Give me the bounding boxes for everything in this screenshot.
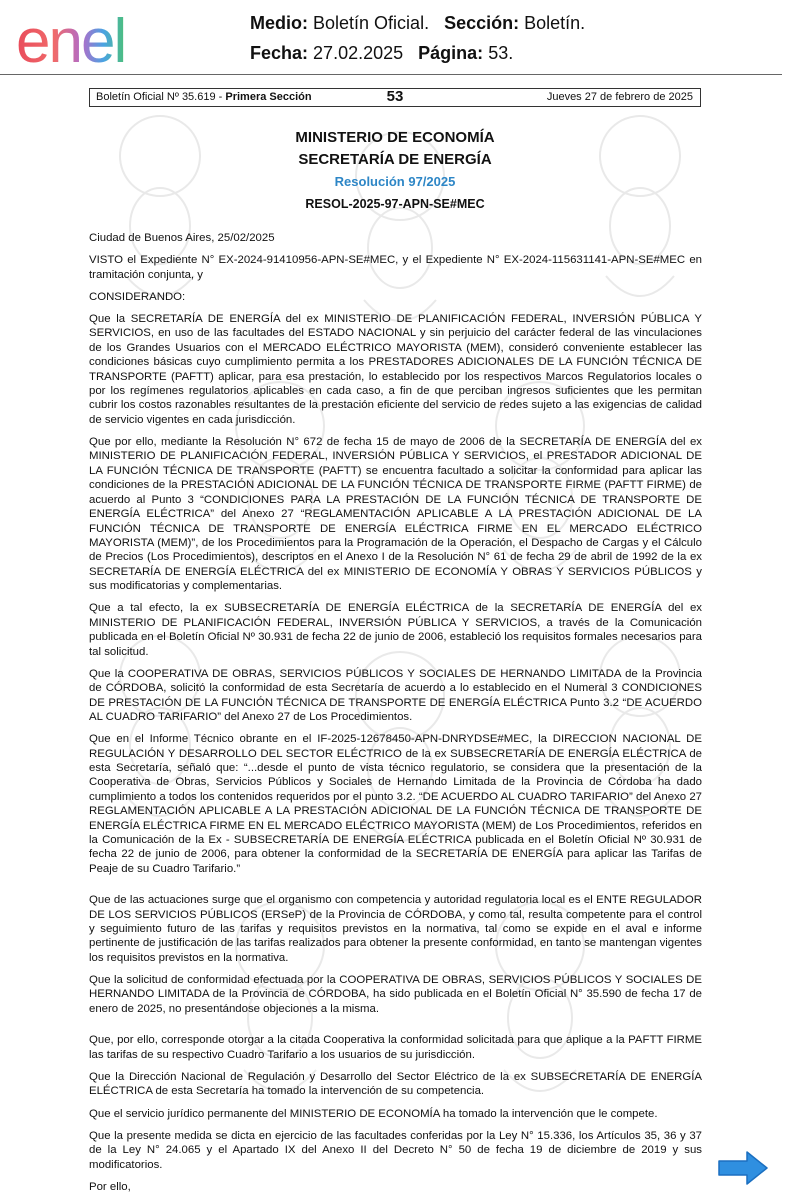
paragraph: Que la SECRETARÍA DE ENERGÍA del ex MINISTERIO DE PLANIFICACIÓN FEDERAL, INVERSIÓN PÚBLICA Y SERVICIOS, en uso de las facultades del ESTADO NACIONAL y sin perjuicio del carácter federal de las vinculaciones de los Grandes Usuarios con el MERCADO ELÉCTRICO MAYORISTA (MEM), consideró conveniente establecer las condiciones básicas cuyo cumplimiento permita a los PRESTADORES ADICIONALES DE LA FUNCIÓN TÉCNICA DE TRANSPORTE (PAFTT) aplicar, para esa prestación, lo establecido por los respectivos Marcos Regulatorios locales o por los regímenes regulatorios aplicables en cada caso, a fin de que perciban ingresos suficientes que les permitan cubrir los costos razonables resultantes de la prestación eficiente del servicio de redes sujeto a las exigencias de calidad de servicio vigentes en cada jurisdicción.	[89, 313, 702, 426]
paragraph: Que la presente medida se dicta en ejercicio de las facultades conferidas por la Ley N° 15.336, los Artículos 35, 36 y 37 de la Ley N° 24.065 y el Apartado IX del Anexo II del Decreto N° 50 de fecha 19 de diciembre de 2019 y sus modificatorios.	[89, 1129, 702, 1171]
clipping-line-2	[250, 38, 585, 68]
paragraph-visto: VISTO el Expediente N° EX-2024-91410956-APN-SE#MEC, y el Expediente N° EX-2024-115631141-APN-SE#MEC en tramitación conjunta, y	[89, 254, 702, 281]
paragraph: Que el servicio jurídico permanente del MINISTERIO DE ECONOMÍA ha tomado la intervención que le compete.	[89, 1107, 658, 1120]
paragraph: Que la COOPERATIVA DE OBRAS, SERVICIOS PÚBLICOS Y SOCIALES DE HERNANDO LIMITADA de la Provincia de CÓRDOBA, solicitó la conformidad de esta Secretaría de acuerdo a lo establecido en el Numeral 3 CONDICIONES DE PRESTACIÓN DE LA FUNCIÓN TÉCNICA DE TRANSPORTE DE ENERGÍA ELÉCTRICA Punto 3.2 “DE ACUERDO AL CUADRO TARIFARIO” del Anexo 27 de Los Procedimientos.	[89, 667, 702, 723]
enel-logo	[16, 10, 168, 68]
fecha-value: 27.02.2025	[313, 43, 404, 63]
paragraph: Que la Dirección Nacional de Regulación y Desarrollo del Sector Eléctrico de la ex SUBSECRETARÍA DE ENERGÍA ELÉCTRICA de esta Secretaría ha tomado la intervención de su competencia.	[89, 1070, 702, 1098]
medio-label: Medio:	[250, 13, 308, 33]
clipping-meta	[250, 8, 585, 68]
paragraph: Que por ello, mediante la Resolución N° 672 de fecha 15 de mayo de 2006 de la SECRETARÍA DE ENERGÍA del ex MINISTERIO DE PLANIFICACIÓN FEDERAL, INVERSIÓN PÚBLICA Y SERVICIOS, el PRESTADOR ADICIONAL DE LA FUNCIÓN TÉCNICA DE TRANSPORTE (PAFTT) se encuentra facultado a solicitar la conformidad para aplicar las condiciones de la PRESTACIÓN ADICIONAL DE LA FUNCIÓN TÉCNICA DE TRANSPORTE FIRME (PAFTT FIRME) de acuerdo al Punto 3 “CONDICIONES PARA LA PRESTACIÓN DE LA FUNCIÓN TÉCNICA DE TRANSPORTE DE ENERGÍA ELÉCTRICA” del Anexo 27 “REGLAMENTACIÓN APLICABLE A LA PRESTACIÓN ADICIONAL DE LA FUNCIÓN TÉCNICA DE TRANSPORTE DE ENERGÍA ELÉCTRICA FIRME EN EL MERCADO ELÉCTRICO MAYORISTA (MEM)”, de los Procedimientos para la Programación de la Operación, el Despacho de Cargas y el Cálculo de Precios (Los Procedimientos), descriptos en el Anexo I de la Resolución N° 61 de fecha 29 de abril de 1992 de la ex SECRETARÍA DE ENERGÍA ELÉCTRICA del ex MINISTERIO DE ECONOMÍA Y OBRAS Y SERVICIOS PÚBLICOS y sus modificatorias y complementarias.	[89, 436, 702, 593]
seccion-value: Boletín.	[524, 13, 586, 33]
pagina-label: Página:	[418, 43, 484, 63]
paragraph-place-date: Ciudad de Buenos Aires, 25/02/2025	[89, 232, 275, 244]
bulletin-section: Primera Sección	[225, 91, 312, 103]
paragraph: Que la solicitud de conformidad efectuada por la COOPERATIVA DE OBRAS, SERVICIOS PÚBLICOS Y SOCIALES DE HERNANDO LIMITADA de la Provincia de CÓRDOBA, ha sido publicada en el Boletín Oficial N° 35.590 de fecha 17 de enero de 2025, no presentándose objeciones a la misma.	[89, 974, 702, 1015]
paragraph-por-ello: Por ello,	[89, 1180, 131, 1193]
bulletin-date: Jueves 27 de febrero de 2025	[546, 91, 693, 103]
paragraph: Que de las actuaciones surge que el organismo con competencia y autoridad regulatoria local es el ENTE REGULADOR DE LOS SERVICIOS PÚBLICOS (ERSeP) de la Provincia de CÓRDOBA, y como tal, resulta competente para el control y seguimiento futuro de las tarifas y requisitos previstos en la normativa, tal como se expide en el aval e informe pertinente de justificación de las tarifas realizados para obtener la presente conformidad, en tanto se mantengan vigentes los requisitos previstos en la normativa.	[89, 894, 702, 964]
medio-value: Boletín Oficial.	[313, 13, 430, 33]
fecha-label: Fecha:	[250, 43, 309, 63]
arrow-right-icon[interactable]	[717, 1150, 769, 1186]
logo-text: enel	[16, 10, 126, 68]
pagina-value: 53.	[488, 43, 514, 63]
resolution-title-block	[89, 127, 701, 215]
resolution-code: RESOL-2025-97-APN-SE#MEC	[305, 197, 485, 211]
secretariat-title: SECRETARÍA DE ENERGÍA	[298, 151, 492, 168]
resolution-number: Resolución 97/2025	[334, 174, 456, 189]
paragraph-considerando: CONSIDERANDO:	[89, 290, 186, 303]
header-divider	[0, 74, 782, 75]
clipping-line-1	[250, 8, 585, 38]
bulletin-issue: Boletín Oficial Nº 35.619 - Primera Sección	[96, 91, 312, 103]
bulletin-page-number: 53	[386, 88, 404, 105]
paragraph: Que, por ello, corresponde otorgar a la citada Cooperativa la conformidad solicitada para que aplique a la PAFTT FIRME las tarifas de su respectivo Cuadro Tarifario a los usuarios de su jurisdicción.	[89, 1034, 702, 1061]
bulletin-issue-number: Boletín Oficial Nº 35.619	[96, 91, 216, 103]
seccion-label: Sección:	[444, 13, 520, 33]
ministry-title: MINISTERIO DE ECONOMÍA	[295, 129, 495, 146]
paragraph: Que en el Informe Técnico obrante en el IF-2025-12678450-APN-DNRYDSE#MEC, la DIRECCION NACIONAL DE REGULACIÓN Y DESARROLLO DEL SECTOR ELÉCTRICO de la ex SUBSECRETARÍA DE ENERGÍA ELÉCTRICA de esta Secretaría, señaló que: “...desde el punto de vista técnico regulatorio, se considera que la presentación de la Cooperativa de Obras, Servicios Públicos y Sociales de Hernando Limitada de la Provincia de Córdoba ha dado cumplimiento a todos los contenidos requeridos por el punto 3.2. “DE ACUERDO AL CUADRO TARIFARIO” del Anexo 27 REGLAMENTACIÓN APLICABLE A LA PRESTACIÓN ADICIONAL DE LA FUNCIÓN TÉCNICA DE TRANSPORTE DE ENERGÍA ELÉCTRICA FIRME EN EL MERCADO ELÉCTRICO MAYORISTA (MEM) de Los Procedimientos, referidos en la Comunicación de la Ex - SUBSECRETARÍA DE ENERGÍA ELÉCTRICA publicada en el Boletín Oficial Nº 30.931 de fecha 22 de junio de 2006, para obtener la conformidad de la SECRETARÍA DE ENERGÍA para aplicar las Tarifas de Peaje de su Cuadro Tarifario.”	[89, 733, 702, 875]
resolution-body	[89, 231, 702, 1202]
bulletin-header-band	[89, 88, 701, 107]
paragraph: Que a tal efecto, la ex SUBSECRETARÍA DE ENERGÍA ELÉCTRICA de la SECRETARÍA DE ENERGÍA del ex MINISTERIO DE PLANIFICACIÓN FEDERAL, INVERSIÓN PÚBLICA Y SERVICIOS, a través de la Comunicación publicada en el Boletín Oficial Nº 30.931 de fecha 22 de junio de 2006, estableció los requisitos formales necesarios para tal solicitud.	[89, 602, 702, 658]
